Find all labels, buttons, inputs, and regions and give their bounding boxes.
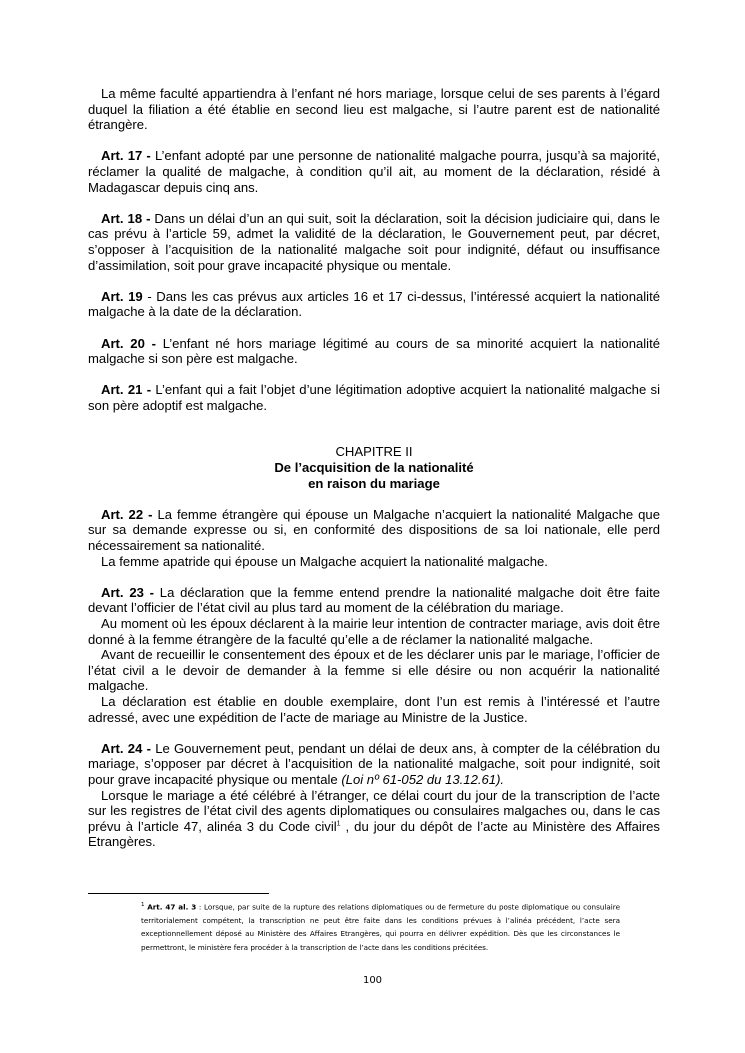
article-22-text: La femme étrangère qui épouse un Malgache n’acquiert la nationalité Malgache que sur sa demande expresse ou si, en conformité des dispositions de sa loi nationale, elle perd nécessairement sa nationalité.	[88, 506, 660, 554]
footnote	[141, 899, 620, 954]
article-20	[88, 336, 660, 367]
footnote-reference[interactable]: 1	[336, 820, 341, 828]
footnote-text: : Lorsque, par suite de la rupture des relations diplomatiques ou de fermeture du poste diplomatique ou consulaire territorialement compétent, la transcription ne peut être faite dans les conditions prévues à l’alinéa précédent, l’acte sera exceptionnellement déposé au Ministère des Affaires Etrangères, qui pourra en délivrer expédition. Dès que les circonstances le permettront, le ministère fera procéder à la transcription de l’acte dans les conditions précitées.	[141, 902, 620, 952]
article-23-label: Art. 23 -	[101, 584, 155, 600]
article-23-paragraph-2: Au moment où les époux déclarent à la mairie leur intention de contracter mariage, avis doit être donné à la femme étrangère de la faculté qu’elle a de réclamer la nationalité malgache.	[88, 616, 660, 647]
article-19-text: - Dans les cas prévus aux articles 16 et 17 ci-dessus, l’intéressé acquiert la nationalité malgache à la date de la déclaration.	[88, 288, 660, 320]
article-19-label: Art. 19	[101, 288, 143, 304]
article-20-label: Art. 20 -	[101, 335, 156, 351]
article-24-paragraph-2-text-a: Lorsque le mariage a été célébré à l’étranger, ce délai court du jour de la transcription de l’acte sur les registres de l’état civil des agents diplomatiques ou consulaires malgaches ou, dans le cas prévu à l’article 47, alinéa 3 du Code civil	[88, 787, 660, 834]
chapter-title-line2: en raison du mariage	[308, 475, 440, 491]
chapter-heading	[88, 444, 660, 491]
article-22	[88, 507, 660, 554]
footnote-label: Art. 47 al. 3	[147, 902, 197, 912]
article-22-paragraph-2: La femme apatride qui épouse un Malgache acquiert la nationalité malgache.	[101, 553, 548, 569]
article-18-text: Dans un délai d’un an qui suit, soit la déclaration, soit la décision judiciaire qui, dans le cas prévu à l’article 59, admet la validité de la déclaration, le Gouvernement peut, par décret, s’opposer à l’acquisition de la nationalité malgache soit pour indignité, défaut ou insuffisance d’assimilation, soit pour grave incapacité physique ou mentale.	[88, 210, 661, 273]
chapter-number: CHAPITRE II	[335, 444, 413, 460]
article-20-text: L’enfant né hors mariage légitimé au cours de sa minorité acquiert la nationalité malgache si son père est malgache.	[88, 335, 661, 367]
article-19	[88, 289, 660, 320]
article-23-paragraph-4: La déclaration est établie en double exemplaire, dont l’un est remis à l’intéressé et l’autre adressé, avec une expédition de l’acte de mariage au Ministre de la Justice.	[88, 693, 660, 725]
article-24	[88, 741, 660, 788]
article-21-text: L’enfant qui a fait l’objet d’une légitimation adoptive acquiert la nationalité malgache si son père adoptif est malgache.	[88, 382, 660, 413]
article-18	[88, 211, 660, 273]
article-24-text: Le Gouvernement peut, pendant un délai de deux ans, à compter de la célébration du mariage, s’opposer par décret à l’acquisition de la nationalité malgache, soit pour indignité, soit pour grave incapacité physique ou mentale	[88, 740, 661, 787]
article-21-label: Art. 21 -	[101, 382, 152, 398]
article-17-text: L’enfant adopté par une personne de nationalité malgache pourra, jusqu’à sa majorité, réclamer la qualité de malgache, à condition qu’il ait, au moment de la déclaration, résidé à Madagascar depuis cinq ans.	[88, 148, 661, 195]
footnote-marker: 1	[141, 902, 145, 908]
document-body	[88, 86, 660, 850]
article-23-paragraph-3: Avant de recueillir le consentement des époux et de les déclarer unis par le mariage, l’officier de l’état civil a le devoir de demander à la femme si elle désire ou non acquérir la nationalité malgache.	[88, 647, 660, 694]
article-23-text: La déclaration que la femme entend prendre la nationalité malgache doit être faite devant l’officier de l’état civil au plus tard au moment de la célébration du mariage.	[88, 584, 661, 616]
article-23	[88, 585, 660, 616]
footnote-separator	[88, 893, 269, 894]
article-17	[88, 148, 660, 195]
article-22-label: Art. 22 -	[101, 506, 153, 522]
article-21	[88, 382, 660, 413]
page-number: 100	[362, 975, 383, 986]
article-24-law-reference: (Loi nº 61-052 du 13.12.61).	[341, 771, 505, 787]
chapter-title-line1: De l’acquisition de la nationalité	[274, 460, 474, 476]
article-24-label: Art. 24 -	[101, 740, 151, 756]
paragraph-intro: La même faculté appartiendra à l’enfant né hors mariage, lorsque celui de ses parents à l’égard duquel la filiation a été établie en second lieu est malgache, si l’autre parent est de nationalité étrangère.	[88, 86, 660, 133]
article-17-label: Art. 17 -	[101, 148, 151, 164]
article-24-paragraph-2	[88, 788, 660, 850]
article-24-paragraph-2-text-b: , du jour du dépôt de l’acte au Ministère des Affaires Etrangères.	[88, 818, 660, 850]
article-18-label: Art. 18 -	[101, 210, 151, 226]
